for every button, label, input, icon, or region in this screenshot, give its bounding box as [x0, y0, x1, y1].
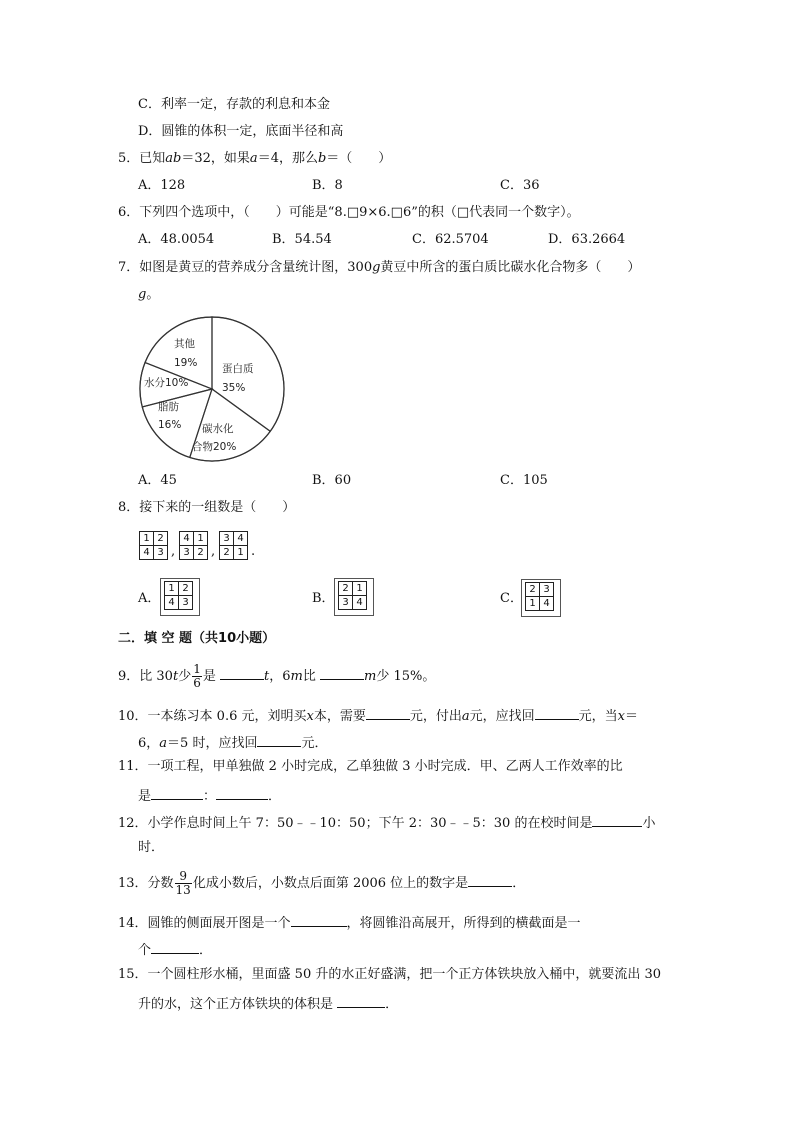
q9-var-m2: m: [364, 669, 377, 684]
q10-var-x2: x: [617, 709, 625, 724]
grid-cell: 2: [154, 532, 168, 546]
pie-label-protein-1: 蛋白质: [222, 363, 254, 375]
q6-stem: 6．下列四个选项中，（ ）可能是“8.□9×6.□6”的积（□代表同一个数字）。: [118, 205, 580, 220]
q7-line2-end: 。: [146, 287, 160, 302]
q5-a: a: [249, 151, 258, 166]
q13-stem: [118, 870, 525, 898]
fraction-numerator: 9: [175, 870, 192, 884]
grid-cell: 3: [154, 546, 168, 560]
q9-stem: [118, 663, 435, 691]
q10-var-a2: a: [159, 736, 168, 751]
q8-option-c-grid: [525, 582, 554, 611]
q5-mid2: ＝4，那么: [257, 151, 318, 166]
q4-option-c: C．利率一定，存款的利息和本金: [138, 97, 330, 112]
q9-fraction: [192, 663, 202, 690]
q10-l1-c: 元，付出: [409, 709, 462, 724]
q7-option-a: A．45: [138, 473, 177, 488]
q10-l1-d: 元，应找回: [469, 709, 535, 724]
grid-cell: 3: [220, 532, 234, 546]
q9-blank-2[interactable]: [320, 665, 364, 680]
grid-cell: 4: [234, 532, 248, 546]
q11-blank-1[interactable]: [151, 785, 203, 800]
q10-l1-b: 本，需要: [313, 709, 366, 724]
grid-cell: 2: [194, 546, 208, 560]
grid-cell: 1: [194, 532, 208, 546]
q15-blank[interactable]: [337, 993, 385, 1008]
q8-separator: ,: [171, 544, 176, 559]
q10-stem-line1: [118, 705, 638, 726]
q5-option-b: B．8: [312, 178, 343, 193]
q6-option-a: A．48.0054: [138, 232, 215, 247]
q9-bi: 比: [302, 669, 316, 684]
pie-label-carb-1: 碳水化: [202, 423, 234, 435]
q15-stem-line2: [138, 993, 398, 1014]
q10-l1-a: 10．一本练习本 0.6 元，刘明买: [118, 709, 307, 724]
q5-stem: [118, 150, 391, 168]
section-heading: 二．填 空 题（共10小题）: [118, 631, 276, 646]
q12-stem-line1: [118, 812, 655, 833]
q10-blank-2[interactable]: [535, 705, 579, 720]
q11-stem-line1: 11．一项工程，甲单独做 2 小时完成，乙单独做 3 小时完成．甲、乙两人工作效率的比: [118, 759, 623, 774]
q9-end: 少 15%。: [376, 669, 436, 684]
q5-option-c: C．36: [500, 178, 540, 193]
grid-cell: 4: [353, 596, 367, 610]
q8-sequence-grid-1: [139, 531, 168, 560]
q9-shi: 是: [202, 669, 216, 684]
q9-var-t: t: [172, 669, 179, 684]
q13-fraction: [175, 870, 192, 897]
q9-shao: 少: [178, 669, 192, 684]
q14-stem-line2: [138, 939, 212, 960]
q5-end: ＝（ ）: [326, 151, 392, 166]
grid-cell: 4: [140, 546, 154, 560]
q5-number: 5．: [118, 151, 140, 166]
q8-option-c-label: C．: [500, 591, 523, 606]
q10-l1-f: ＝: [625, 709, 639, 724]
q11-l2-c: ．: [268, 789, 282, 804]
q7-text-pre: 7．如图是黄豆的营养成分含量统计图，300: [118, 260, 373, 275]
q14-l2-a: 个: [138, 943, 152, 958]
q14-l1-a: 14．圆锥的侧面展开图是一个: [118, 916, 291, 931]
q8-sequence-grid-2: [179, 531, 208, 560]
grid-cell: 3: [540, 583, 554, 597]
q13-blank[interactable]: [468, 872, 512, 887]
q14-l2-b: ．: [199, 943, 213, 958]
grid-cell: 3: [180, 546, 194, 560]
q9-var-t2: t: [264, 669, 270, 684]
q8-stem: 8．接下来的一组数是（ ）: [118, 500, 296, 515]
q6-option-b: B．54.54: [272, 232, 332, 247]
q8-sequence-grid-3: [219, 531, 248, 560]
q7-line2-g: g: [138, 287, 147, 302]
q10-l2-b: ＝5 时，应找回: [167, 736, 258, 751]
grid-cell: 1: [140, 532, 154, 546]
q5-option-a: A．128: [138, 178, 186, 193]
grid-cell: 1: [165, 582, 179, 596]
q8-option-a-grid: [164, 581, 193, 610]
q14-blank-2[interactable]: [151, 939, 199, 954]
q11-l2-b: ：: [203, 789, 217, 804]
q14-blank-1[interactable]: [291, 912, 347, 927]
grid-cell: 2: [220, 546, 234, 560]
grid-cell: 4: [540, 597, 554, 611]
pie-label-other-2: 19%: [174, 357, 198, 369]
q7-option-b: B．60: [312, 473, 352, 488]
q12-stem-line2: 时．: [138, 840, 165, 855]
q6-option-d: D．63.2664: [548, 232, 626, 247]
grid-cell: 4: [180, 532, 194, 546]
q15-l2-b: ．: [385, 997, 399, 1012]
q11-blank-2[interactable]: [216, 785, 268, 800]
q12-l1-a: 12．小学作息时间上午 7：50﹣﹣10：50；下午 2：30﹣﹣5：30 的在校时间是: [118, 816, 593, 831]
grid-cell: 2: [179, 582, 193, 596]
q10-l1-e: 元，当: [578, 709, 618, 724]
q9-pre: 9．比 30: [118, 669, 173, 684]
q10-stem-line2: [138, 732, 327, 753]
grid-cell: 1: [526, 597, 540, 611]
q7-unit-g: g: [372, 260, 381, 275]
q6-option-c: C．62.5704: [412, 232, 489, 247]
q12-blank[interactable]: [592, 812, 642, 827]
q9-var-m: m: [290, 669, 303, 684]
q15-l2-a: 升的水，这个正方体铁块的体积是: [138, 997, 334, 1012]
q8-separator: .: [251, 544, 256, 559]
grid-cell: 1: [234, 546, 248, 560]
q5-mid1: ＝32，如果: [181, 151, 250, 166]
pie-label-other-1: 其他: [174, 338, 195, 350]
q13-post: 化成小数后，小数点后面第 2006 位上的数字是: [192, 876, 469, 891]
q8-option-b-grid: [338, 581, 367, 610]
q7-stem-line2: [138, 286, 159, 304]
q10-l2-a: 6，: [138, 736, 160, 751]
q9-mid: ，6: [269, 669, 291, 684]
q5-ab: ab: [165, 151, 182, 166]
q14-l1-b: ，将圆锥沿高展开，所得到的横截面是一: [346, 916, 581, 931]
pie-label-carb-2: 合物20%: [192, 441, 237, 453]
q12-l1-b: 小: [642, 816, 656, 831]
grid-cell: 2: [526, 583, 540, 597]
q10-l2-c: 元．: [301, 736, 328, 751]
q8-option-b-label: B．: [312, 591, 335, 606]
grid-cell: 1: [353, 582, 367, 596]
pie-label-fat-2: 16%: [158, 419, 182, 431]
q13-end: ．: [512, 876, 526, 891]
q8-separator: ,: [211, 544, 216, 559]
fraction-numerator: 1: [193, 662, 201, 676]
pie-label-fat-1: 脂肪: [158, 401, 179, 413]
q4-option-d: D．圆锥的体积一定，底面半径和高: [138, 124, 344, 139]
q13-pre: 13．分数: [118, 876, 174, 891]
fraction-denominator: 13: [175, 883, 191, 897]
q7-option-c: C．105: [500, 473, 548, 488]
q7-text-post: 黄豆中所含的蛋白质比碳水化合物多（ ）: [380, 260, 641, 275]
pie-slices: [140, 317, 284, 461]
pie-label-protein-2: 35%: [222, 382, 246, 394]
grid-cell: 3: [179, 596, 193, 610]
q15-stem-line1: 15．一个圆柱形水桶，里面盛 50 升的水正好盛满，把一个正方体铁块放入桶中，就要流出 30: [118, 967, 662, 982]
q11-stem-line2: [138, 785, 281, 806]
grid-cell: 2: [339, 582, 353, 596]
nutrition-pie-chart: [134, 314, 290, 464]
grid-cell: 4: [165, 596, 179, 610]
grid-cell: 3: [339, 596, 353, 610]
q9-blank-1[interactable]: [220, 665, 264, 680]
q14-stem-line1: [118, 912, 581, 933]
q8-option-a-label: A．: [138, 591, 161, 606]
q5-b: b: [317, 151, 327, 166]
q10-blank-1[interactable]: [366, 705, 410, 720]
fraction-denominator: 6: [193, 676, 201, 690]
q10-blank-3[interactable]: [257, 732, 301, 747]
q10-var-a: a: [461, 709, 470, 724]
pie-label-water: 水分10%: [144, 377, 189, 389]
q5-pre: 已知: [139, 151, 166, 166]
q11-l2-a: 是: [138, 789, 152, 804]
q10-var-x: x: [306, 709, 314, 724]
q7-stem: [118, 259, 640, 277]
